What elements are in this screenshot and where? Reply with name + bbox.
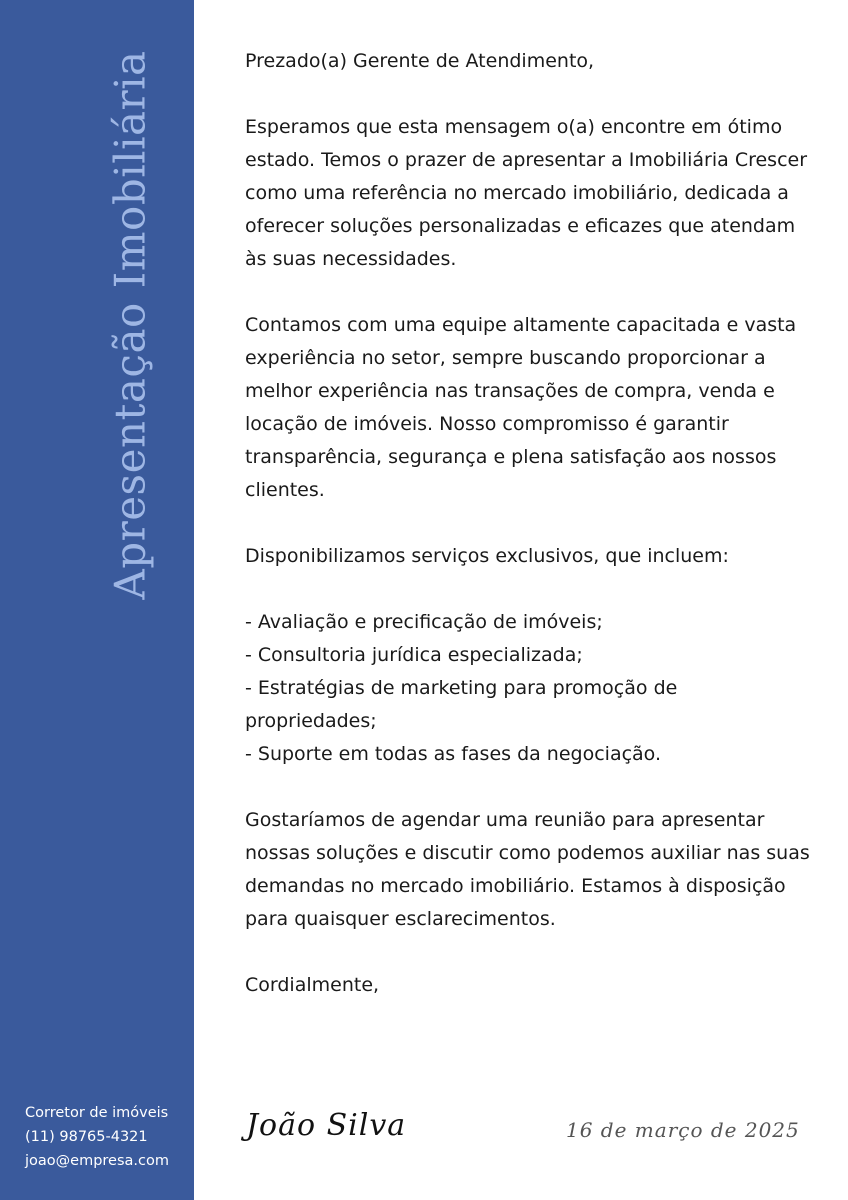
sidebar bbox=[0, 0, 194, 1200]
paragraph-team: Contamos com uma equipe altamente capacitada e vasta experiência no setor, sempre buscando proporcionar a melhor experiência nas transações de compra, venda e locação de imóveis. Nosso compromisso é garantir transparência, segurança e plena satisfação aos nossos clientes. bbox=[245, 314, 797, 501]
greeting: Prezado(a) Gerente de Atendimento, bbox=[245, 50, 595, 72]
letter-body bbox=[245, 45, 810, 1002]
list-item: - Estratégias de marketing para promoção de propriedades; bbox=[245, 677, 678, 732]
contact-role: Corretor de imóveis bbox=[25, 1105, 169, 1121]
services-list bbox=[245, 606, 810, 771]
contact-block bbox=[25, 1101, 169, 1173]
signature: João Silva bbox=[246, 1108, 407, 1143]
contact-email: joao@empresa.com bbox=[25, 1153, 169, 1169]
list-item: - Suporte em todas as fases da negociação. bbox=[245, 743, 662, 765]
paragraph-meeting: Gostaríamos de agendar uma reunião para apresentar nossas soluções e discutir como podemos auxiliar nas suas demandas no mercado imobiliário. Estamos à disposição para quaisquer esclarecimentos. bbox=[245, 809, 810, 930]
services-intro: Disponibilizamos serviços exclusivos, que incluem: bbox=[245, 545, 729, 567]
contact-phone: (11) 98765-4321 bbox=[25, 1129, 148, 1145]
list-item: - Avaliação e precificação de imóveis; bbox=[245, 611, 603, 633]
letter-date: 16 de março de 2025 bbox=[566, 1118, 800, 1142]
document-title: Apresentação Imobiliária bbox=[105, 50, 155, 600]
closing: Cordialmente, bbox=[245, 974, 380, 996]
list-item: - Consultoria jurídica especializada; bbox=[245, 644, 583, 666]
paragraph-intro: Esperamos que esta mensagem o(a) encontre em ótimo estado. Temos o prazer de apresentar a Imobiliária Crescer como uma referência no mercado imobiliário, dedicada a oferecer soluções personalizadas e eficazes que atendam às suas necessidades. bbox=[245, 116, 808, 270]
